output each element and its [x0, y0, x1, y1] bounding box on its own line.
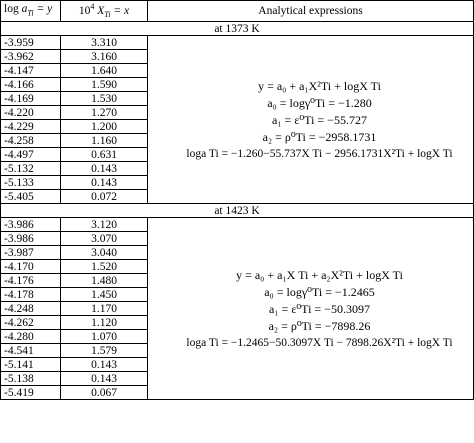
mole-fraction-cell: 1.530 — [61, 92, 148, 106]
mole-fraction-cell: 0.067 — [61, 386, 148, 400]
mole-fraction-cell: 0.143 — [61, 358, 148, 372]
header-row — [1, 1, 474, 22]
expression-line: loga Ti = −1.260−55.737X Ti − 2956.1731X²Ti + logX Ti — [186, 147, 453, 160]
expression-line: a₁ = ε⁰Ti = −50.3097 — [269, 301, 370, 316]
analytical-expressions-cell — [148, 36, 474, 204]
mole-fraction-cell: 1.270 — [61, 106, 148, 120]
log-activity-cell: -4.169 — [1, 92, 61, 106]
mole-fraction-cell: 0.143 — [61, 372, 148, 386]
log-activity-cell: -5.405 — [1, 190, 61, 204]
mole-fraction-cell: 1.450 — [61, 288, 148, 302]
log-activity-cell: -4.258 — [1, 134, 61, 148]
log-activity-cell: -4.541 — [1, 344, 61, 358]
expression-line: y = a₀ + a₁X Ti + a₂X²Ti + logX Ti — [236, 267, 403, 282]
log-activity-cell: -4.220 — [1, 106, 61, 120]
mole-fraction-cell: 1.160 — [61, 134, 148, 148]
log-activity-cell: -5.141 — [1, 358, 61, 372]
mole-fraction-cell: 1.120 — [61, 316, 148, 330]
section-title: at 1373 K — [1, 22, 474, 36]
log-activity-cell: -4.170 — [1, 260, 61, 274]
section-header-row — [1, 22, 474, 36]
mole-fraction-cell: 1.579 — [61, 344, 148, 358]
log-activity-cell: -4.166 — [1, 78, 61, 92]
mole-fraction-cell: 3.040 — [61, 246, 148, 260]
log-activity-cell: -4.280 — [1, 330, 61, 344]
section-title: at 1423 K — [1, 204, 474, 218]
mole-fraction-cell: 0.631 — [61, 148, 148, 162]
analytical-expressions-cell — [148, 218, 474, 400]
mole-fraction-cell: 1.070 — [61, 330, 148, 344]
log-activity-cell: -3.959 — [1, 36, 61, 50]
expression-line: a₂ = ρ⁰Ti = −7898.26 — [268, 318, 371, 333]
expression-line: a₀ = logγ⁰Ti = −1.280 — [267, 95, 372, 110]
log-activity-cell: -4.147 — [1, 64, 61, 78]
mole-fraction-cell: 0.143 — [61, 176, 148, 190]
mole-fraction-cell: 1.480 — [61, 274, 148, 288]
log-activity-cell: -5.419 — [1, 386, 61, 400]
log-activity-cell: -5.132 — [1, 162, 61, 176]
mole-fraction-cell: 1.200 — [61, 120, 148, 134]
log-activity-cell: -5.138 — [1, 372, 61, 386]
log-activity-cell: -4.229 — [1, 120, 61, 134]
log-activity-cell: -5.133 — [1, 176, 61, 190]
mole-fraction-cell: 3.160 — [61, 50, 148, 64]
expression-line: loga Ti = −1.2465−50.3097X Ti − 7898.26X²Ti + logX Ti — [186, 336, 453, 349]
mole-fraction-cell: 1.170 — [61, 302, 148, 316]
mole-fraction-cell: 1.590 — [61, 78, 148, 92]
mole-fraction-cell: 0.143 — [61, 162, 148, 176]
log-activity-cell: -4.262 — [1, 316, 61, 330]
log-activity-cell: -4.248 — [1, 302, 61, 316]
log-activity-cell: -4.178 — [1, 288, 61, 302]
expression-line: a₁ = ε⁰Ti = −55.727 — [272, 112, 367, 127]
log-activity-cell: -3.962 — [1, 50, 61, 64]
log-activity-cell: -3.986 — [1, 218, 61, 232]
section-header-row — [1, 204, 474, 218]
mole-fraction-cell: 3.310 — [61, 36, 148, 50]
mole-fraction-cell: 0.072 — [61, 190, 148, 204]
log-activity-cell: -3.986 — [1, 232, 61, 246]
expression-line: y = a₀ + a₁X²Ti + logX Ti — [258, 78, 381, 93]
expression-line: a₂ = ρ⁰Ti = −2958.1731 — [262, 129, 377, 144]
log-activity-cell: -3.987 — [1, 246, 61, 260]
header-mole-fraction: $10^4$ $X_{Ti} = x$ — [61, 1, 148, 22]
header-log-activity: $\log a_{Ti} = y$ — [1, 1, 61, 22]
log-activity-cell: -4.176 — [1, 274, 61, 288]
expression-line: a₀ = logγ⁰Ti = −1.2465 — [264, 284, 375, 299]
mole-fraction-cell: 1.640 — [61, 64, 148, 78]
mole-fraction-cell: 1.520 — [61, 260, 148, 274]
table-row — [1, 36, 474, 50]
header-analytical-expressions: Analytical expressions — [148, 1, 474, 22]
table-row — [1, 218, 474, 232]
log-activity-cell: -4.497 — [1, 148, 61, 162]
mole-fraction-cell: 3.070 — [61, 232, 148, 246]
mole-fraction-cell: 3.120 — [61, 218, 148, 232]
